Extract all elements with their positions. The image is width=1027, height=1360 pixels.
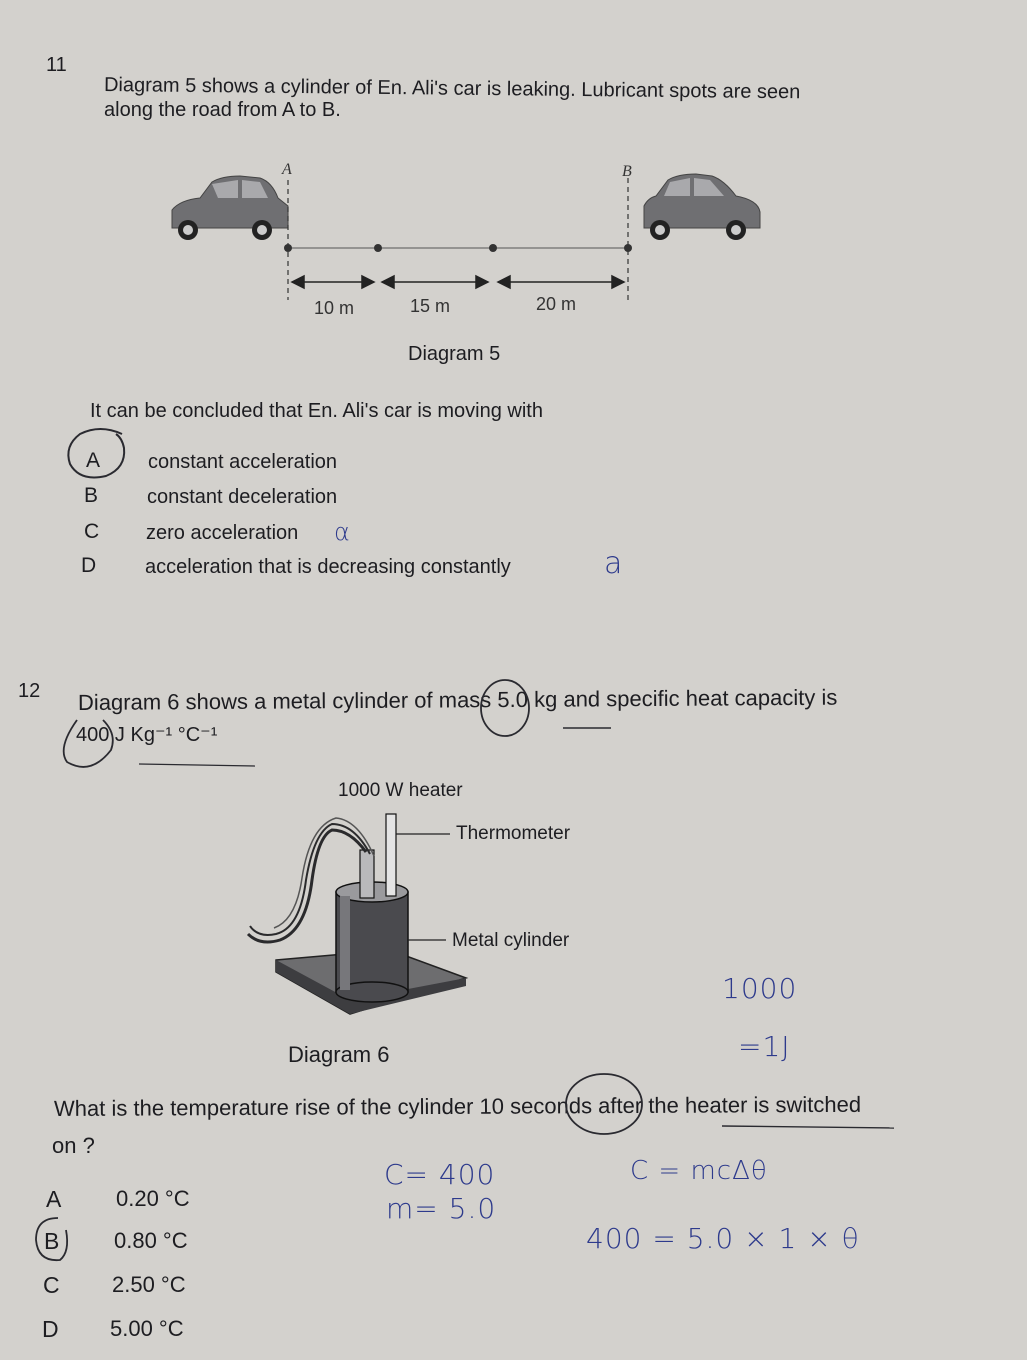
diagram-5 bbox=[160, 150, 780, 330]
q12-pen-marks bbox=[55, 676, 615, 776]
q12-text-line1: Diagram 6 shows a metal cylinder of mass 5.0 kg and specific heat capacity is bbox=[77, 684, 838, 715]
handwritten-calc-1: 1000 bbox=[722, 972, 798, 1005]
q12-stem-line1: What is the temperature rise of the cylinder 10 seconds after the heater is switched bbox=[53, 1091, 862, 1121]
question-number-12: 12 bbox=[18, 680, 41, 702]
q11-stem: It can be concluded that En. Ali's car is moving with bbox=[90, 400, 543, 422]
q12-option-c-letter[interactable]: C bbox=[43, 1272, 60, 1298]
q12-option-d-text[interactable]: 5.00 °C bbox=[110, 1316, 184, 1341]
q11-option-a-letter[interactable]: A bbox=[86, 449, 101, 472]
handwritten-given-m: m= 5.0 bbox=[386, 1192, 497, 1225]
diagram-5-caption: Diagram 5 bbox=[408, 343, 501, 365]
car-left bbox=[172, 176, 288, 240]
q12-option-d-letter[interactable]: D bbox=[42, 1316, 59, 1342]
distance-3: 20 m bbox=[536, 294, 577, 314]
q11-option-d-letter[interactable]: D bbox=[81, 554, 97, 577]
handwritten-note-c: α bbox=[334, 518, 351, 546]
q12-option-c-text[interactable]: 2.50 °C bbox=[112, 1272, 186, 1297]
q11-option-d-text[interactable]: acceleration that is decreasing constantly bbox=[145, 556, 511, 578]
thermometer-label: Thermometer bbox=[456, 823, 571, 844]
distance-2: 15 m bbox=[410, 296, 451, 316]
q11-option-c-letter[interactable]: C bbox=[84, 520, 100, 543]
q12-option-b-letter[interactable]: B bbox=[44, 1228, 60, 1254]
thermometer bbox=[386, 814, 396, 896]
q11-option-b-letter[interactable]: B bbox=[84, 484, 99, 507]
heater-label: 1000 W heater bbox=[338, 780, 463, 801]
q11-text-line2: along the road from A to B. bbox=[104, 99, 341, 121]
label-a: A bbox=[282, 161, 292, 178]
car-right bbox=[644, 174, 760, 240]
label-b: B bbox=[622, 163, 632, 180]
q12-option-b-text[interactable]: 0.80 °C bbox=[114, 1228, 188, 1253]
q12-stem-pen-marks bbox=[560, 1062, 920, 1142]
q12-option-a-text[interactable]: 0.20 °C bbox=[116, 1186, 190, 1211]
q11-text-line1: Diagram 5 shows a cylinder of En. Ali's car is leaking. Lubricant spots are seen bbox=[103, 74, 801, 104]
q12-text-line2: 400 J Kg⁻¹ °C⁻¹ bbox=[76, 724, 218, 746]
handwritten-note-d: a bbox=[604, 546, 624, 581]
question-number-11: 11 bbox=[46, 54, 67, 76]
oil-drop-2 bbox=[374, 244, 382, 252]
oil-drop-4 bbox=[624, 244, 632, 252]
oil-drop-3 bbox=[489, 244, 497, 252]
oil-drop-1 bbox=[284, 244, 292, 252]
diagram-6-caption: Diagram 6 bbox=[288, 1042, 390, 1067]
metal-cylinder-label: Metal cylinder bbox=[452, 930, 570, 951]
handwritten-equation: 400 = 5.0 × 1 × θ bbox=[586, 1222, 860, 1255]
handwritten-calc-2: =1J bbox=[738, 1030, 791, 1063]
diagram-6 bbox=[240, 800, 470, 1020]
q12-option-a-letter[interactable]: A bbox=[46, 1186, 62, 1212]
q11-option-c-text[interactable]: zero acceleration bbox=[146, 522, 299, 544]
q11-option-b-text[interactable]: constant deceleration bbox=[147, 486, 338, 508]
handwritten-given-c: C= 400 bbox=[384, 1158, 496, 1191]
heater-rod bbox=[360, 850, 374, 898]
q12-stem-line2: on ? bbox=[52, 1133, 95, 1158]
handwritten-formula: C = mcΔθ bbox=[630, 1156, 768, 1186]
q11-option-a-text[interactable]: constant acceleration bbox=[148, 451, 338, 473]
distance-1: 10 m bbox=[314, 298, 355, 318]
